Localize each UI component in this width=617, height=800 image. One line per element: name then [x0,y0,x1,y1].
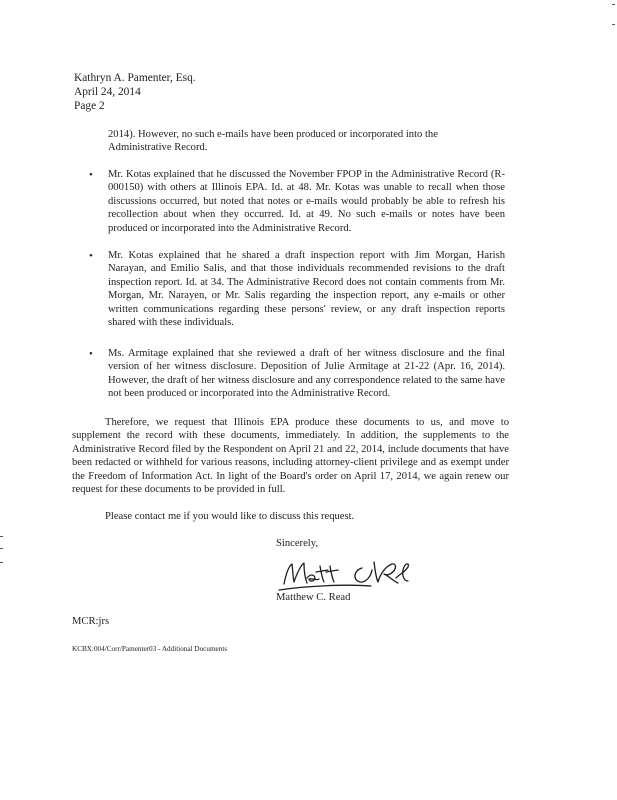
page-number: Page 2 [74,100,105,113]
scan-mark [612,24,615,25]
bullet-text: Mr. Kotas explained that he shared a draft inspection report with Jim Morgan, Harish Narayan, and Emilio Salis, and that those individuals recommended revisions to the draft inspection report. Id. at 34. The Administrative Record does not contain comments from Mr. Morgan, Mr. Narayen, or Mr. Salis regarding the inspection report, any e-mails or other written communications regarding these persons' review, or any draft inspection reports shared with these individuals. [108,250,505,329]
letter-header [74,71,196,114]
recipient-name: Kathryn A. Pamenter, Esq. [74,72,196,84]
document-path: KCBX:004/Corr/Pamenter03 - Additional Documents [72,645,228,653]
scan-mark [0,536,3,537]
bullet-text: Mr. Kotas explained that he discussed the November FPOP in the Administrative Record (R-000150) with others at Illinois EPA. Id. at 48. Mr. Kotas was unable to recall when those discussions occurred, but noted that notes or e-mails would probably be able to refresh his recollection about when they occurred. Id. at 49. No such e-mails or notes have been produced or incorporated into the Administrative Record. [108,169,505,234]
bullet-icon: • [89,169,93,181]
typist-initials: MCR:jrs [72,616,110,627]
bullet-icon: • [89,348,93,360]
bullet-item [89,168,505,235]
scan-mark [0,562,3,563]
bullet-text: Ms. Armitage explained that she reviewed a draft of her witness disclosure and the final version of her witness disclosure. Deposition of Julie Armitage at 21-22 (Apr. 16, 2014). However, the draft of her witness disclosure and any correspondence related to the same have not been produced or incorporated into the Administrative Record. [108,348,505,400]
signer-name: Matthew C. Read [276,592,351,603]
bullet-item [89,347,505,401]
continuation-paragraph: 2014). However, no such e-mails have been produced or incorporated into the Administrative Record. [108,129,438,154]
request-paragraph: Therefore, we request that Illinois EPA produce these documents to us, and move to supplement the record with these documents, immediately. In addition, the supplements to the Administrative Record filed by the Respondent on April 21 and 22, 2014, include documents that have been redacted or withheld for various reasons, including attorney-client privilege and as exempt under the Freedom of Information Act. In light of the Board's order on April 17, 2014, we again renew our request for these documents to be provided in full. [72,417,509,496]
scan-mark [0,548,3,549]
letter-date: April 24, 2014 [74,86,141,99]
bullet-item [89,249,505,329]
signature-icon [276,548,416,594]
scan-mark [612,4,615,5]
closing-salutation: Sincerely, [276,538,318,549]
bullet-icon: • [89,250,93,262]
contact-paragraph: Please contact me if you would like to discuss this request. [105,511,355,522]
